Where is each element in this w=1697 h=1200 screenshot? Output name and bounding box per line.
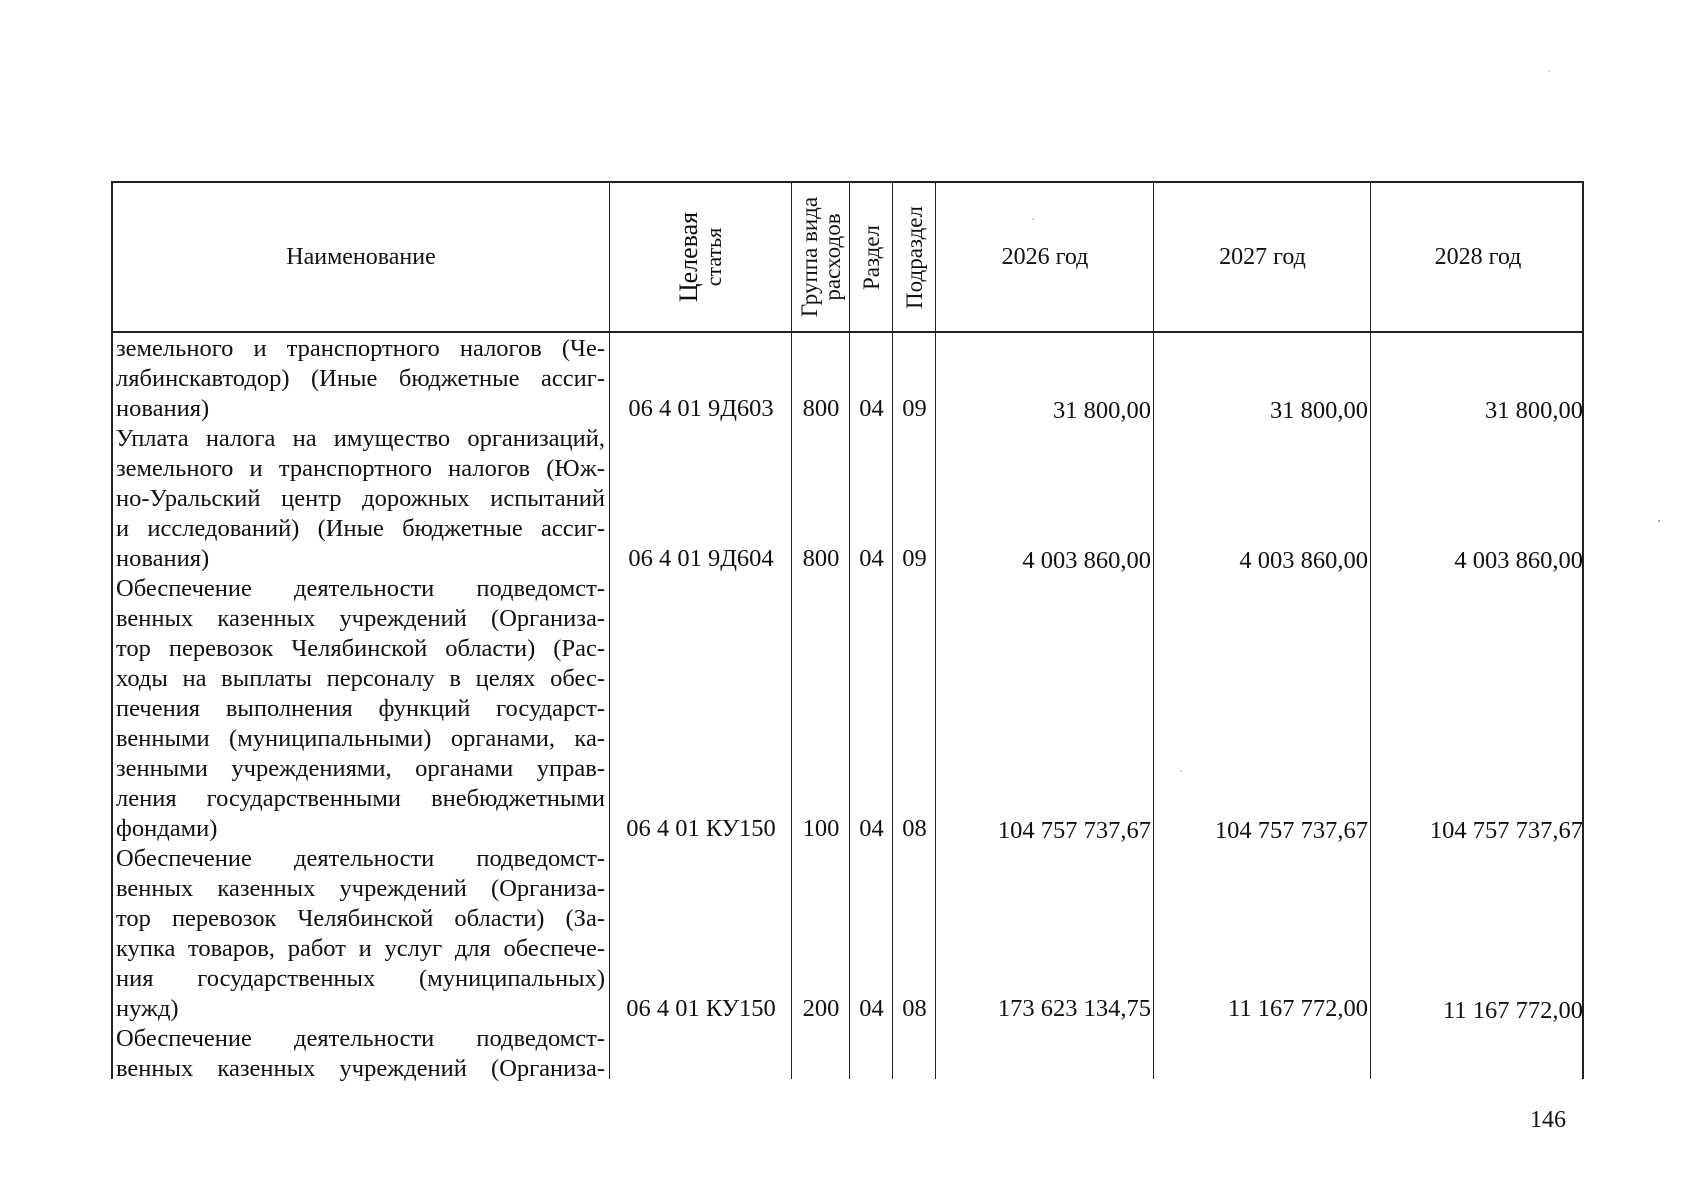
row-subsection: 08 [902,815,927,842]
row-name-line: земельного и транспортного налогов (Юж- [116,455,605,482]
row-expense-group: 200 [802,995,840,1022]
row-name [116,574,605,844]
row-name-line: земельного и транспортного налогов (Че- [116,335,605,362]
header-section [851,183,892,331]
row-section: 04 [859,395,884,422]
scan-speck [1548,70,1550,72]
row-name-line: нования) [116,545,210,572]
row-name-line: купка товаров, работ и услуг для обеспече- [116,935,605,962]
header-2026 [937,183,1153,331]
row-name-line: Обеспечение деятельности подведомст- [116,1025,605,1052]
row-name-line: зенными учреждениями, органами управ- [116,755,605,782]
row-amount-2026: 173 623 134,75 [997,995,1151,1022]
header-2028 [1372,183,1584,331]
row-subsection: 08 [902,995,927,1022]
header-expense-group-line2: расходов [820,213,846,301]
scan-speck [1180,770,1182,772]
row-expense-group: 800 [802,545,840,572]
header-name-label: Наименование [286,244,436,270]
row-section: 04 [859,545,884,572]
header-2028-label: 2028 год [1434,244,1522,270]
row-name-line: ния государственных (муниципальных) [116,965,605,992]
row-name-line: фондами) [116,815,218,842]
row-name-line: венными (муниципальными) органами, ка- [116,725,605,752]
scan-speck [1658,520,1660,522]
header-2027-label: 2027 год [1219,244,1306,270]
row-amount-2028: 4 003 860,00 [1454,547,1583,574]
budget-table [111,181,1584,1082]
row-target-article: 06 4 01 9Д604 [628,545,774,572]
row-amount-2028: 104 757 737,67 [1429,817,1583,844]
row-amount-2028: 11 167 772,00 [1443,997,1583,1024]
row-amount-2027: 4 003 860,00 [1239,547,1368,574]
header-2026-label: 2026 год [1001,244,1089,270]
column-divider [609,183,610,1079]
row-amount-2026: 104 757 737,67 [997,817,1151,844]
row-amount-2028: 31 800,00 [1485,397,1583,424]
column-divider [791,183,792,1079]
column-divider [892,183,893,1079]
row-section: 04 [859,815,884,842]
row-name-line: ходы на выплаты персоналу в целях обес- [116,665,605,692]
row-name [116,844,605,1024]
row-name-line: и исследований) (Иные бюджетные ассиг- [116,515,605,542]
header-section-label: Раздел [859,224,884,290]
header-target-article [611,183,791,331]
row-name-line: венных казенных учреждений (Организа- [116,875,605,902]
row-name-line: Уплата налога на имущество организаций, [116,425,605,452]
row-name-line: нования) [116,395,210,422]
row-name-line: лябинскавтодор) (Иные бюджетные ассиг- [116,365,605,392]
header-divider [113,331,1582,333]
row-name [116,424,605,574]
row-amount-2027: 31 800,00 [1270,397,1368,424]
header-name [113,183,609,331]
row-name-line: тор перевозок Челябинской области) (За- [116,905,605,932]
row-name-line: нужд) [116,995,179,1022]
column-divider [1370,183,1371,1079]
row-name-line: Обеспечение деятельности подведомст- [116,845,605,872]
row-name-line: ления государственными внебюджетными [116,785,605,812]
header-target-article-line2: статья [700,227,726,287]
row-name [116,334,605,424]
row-section: 04 [859,995,884,1022]
row-name-line: печения выполнения функций государст- [116,695,605,722]
row-target-article: 06 4 01 КУ150 [626,995,776,1022]
header-expense-group-line1: Группа вида [797,196,823,318]
row-subsection: 09 [902,545,927,572]
column-divider [1153,183,1154,1079]
row-expense-group: 100 [802,815,840,842]
row-name-line: венных казенных учреждений (Организа- [116,605,605,632]
header-target-article-line1: Целевая [673,211,703,303]
page-number: 146 [1530,1107,1566,1133]
header-subsection [894,183,935,331]
header-subsection-label: Подраздел [902,205,928,309]
row-subsection: 09 [902,395,927,422]
row-name-line: Обеспечение деятельности подведомст- [116,575,605,602]
column-divider [935,183,936,1079]
row-amount-2026: 31 800,00 [1053,397,1151,424]
row-amount-2026: 4 003 860,00 [1022,547,1151,574]
row-name-line: но-Уральский центр дорожных испытаний [116,485,605,512]
row-expense-group: 800 [802,395,840,422]
row-name-line: тор перевозок Челябинской области) (Рас- [116,635,605,662]
scan-speck [1032,218,1034,220]
row-name-line: венных казенных учреждений (Организа- [116,1055,605,1082]
column-divider [849,183,850,1079]
header-expense-group [793,183,849,331]
header-2027 [1155,183,1370,331]
row-name [116,1024,605,1084]
row-amount-2027: 11 167 772,00 [1228,995,1368,1022]
row-target-article: 06 4 01 9Д603 [628,395,774,422]
row-amount-2027: 104 757 737,67 [1214,817,1368,844]
row-target-article: 06 4 01 КУ150 [626,815,776,842]
